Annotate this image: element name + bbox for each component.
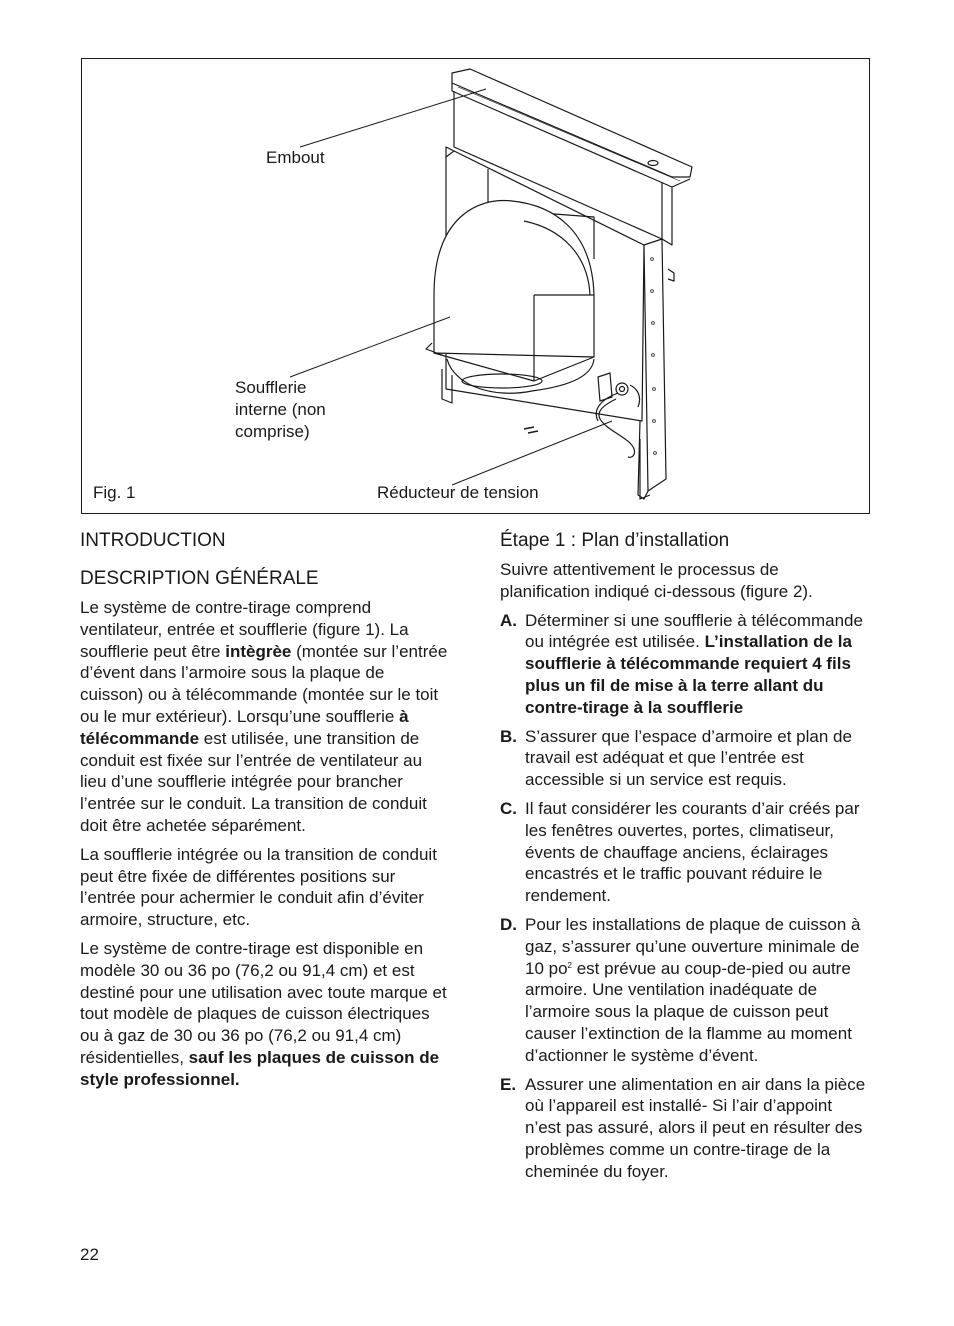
paragraph-step-intro: Suivre attentivement le processus de planification indiqué ci-dessous (figure 2). — [500, 560, 813, 601]
list-item-c — [500, 798, 872, 907]
superscript: 2 — [567, 960, 572, 970]
paragraph-transition: La soufflerie intégrée ou la transition de conduit peut être fixée de différentes positions sur l’entrée pour achermier le conduit afin d’éviter armoire, structure, etc. — [80, 844, 437, 930]
bold-integrated: intègrèe — [225, 641, 292, 661]
item-letter: B. — [500, 726, 517, 746]
item-text: Pour les installations de plaque de cuisson à gaz, s’assurer qu’une ouverture minimale de 10 po — [525, 914, 861, 978]
heading-introduction: INTRODUCTION — [80, 530, 226, 551]
item-letter: A. — [500, 610, 517, 630]
text-run: Le système de contre-tirage comprend ventilateur, entrée et soufflerie (figure 1). La soufflerie peut être — [80, 598, 409, 661]
item-text: Déterminer si une soufflerie à télécommande ou intégrée est utilisée. — [525, 610, 863, 652]
list-item-d — [500, 914, 872, 1067]
heading-step-1: Étape 1 : Plan d’installation — [500, 530, 730, 551]
heading-general-description: DESCRIPTION GÉNÉRALE — [80, 568, 319, 589]
item-text: est prévue au coup-de-pied ou autre armoire. Une ventilation inadéquate de l’armoire sous la plaque de cuisson peut causer l’extinction de la flamme au moment d’actionner le système d’évent. — [525, 958, 852, 1065]
list-item-b — [500, 726, 872, 791]
bold-exception: sauf les plaques de cuisson de style professionnel. — [80, 1047, 440, 1089]
bold-remote: à télécommande — [80, 706, 409, 748]
item-letter: E. — [500, 1074, 517, 1094]
label-blower-line3: comprise) — [235, 422, 310, 441]
text-run: Le système de contre-tirage est disponible en modèle 30 ou 36 po (76,2 ou 91,4 cm) et est destiné pour une utilisation avec toute marque et tout modèle de plaques de cuisson électriques ou à gaz de 30 ou 36 po (76,2 ou 91,4 cm) résidentielles, — [80, 938, 447, 1067]
page-number: 22 — [80, 1245, 99, 1264]
label-strain-relief: Réducteur de tension — [377, 483, 539, 502]
label-blower-line1: Soufflerie — [235, 378, 307, 397]
figure-1 — [81, 58, 870, 514]
list-item-a — [500, 610, 872, 719]
paragraph-availability — [80, 938, 452, 1091]
text-run: est utilisée, une transition de conduit est fixée sur l’entrée de ventilateur au lieu d’une soufflerie intégrée pour brancher l’entrée sur le conduit. La transition de conduit doit être achetée séparément. — [80, 728, 427, 835]
item-letter: D. — [500, 914, 517, 934]
label-blower-line2: interne (non — [235, 400, 326, 419]
text-run: (montée sur l’entrée d’évent dans l’armoire sous la plaque de cuisson) ou à télécommande (montée sur le toit ou le mur extérieur). Lorsqu’une soufflerie — [80, 641, 448, 726]
figure-caption: Fig. 1 — [93, 483, 136, 502]
label-tip: Embout — [266, 148, 325, 167]
item-letter: C. — [500, 798, 517, 818]
list-item-e — [500, 1074, 872, 1183]
item-text: S’assurer que l’espace d’armoire et plan de travail est adéquat et que l’entrée est accessible si un service est requis. — [525, 726, 852, 790]
downdraft-illustration — [82, 59, 869, 513]
right-column — [500, 528, 872, 1190]
item-text: Assurer une alimentation en air dans la pièce où l’appareil est installé- Si l’air d’appoint n’est pas assuré, alors il peut en résulter des problèmes comme un contre-tirage de la cheminée du foyer. — [525, 1074, 866, 1181]
item-text: Il faut considérer les courants d’air créés par les fenêtres ouvertes, portes, climatiseur, évents de chauffage anciens, éclairages encastrés et le traffic pouvant réduire le rendement. — [525, 798, 860, 906]
paragraph-system-components — [80, 597, 452, 837]
item-bold-text: L’installation de la soufflerie à télécommande requiert 4 fils plus un fil de mise à la terre allant du contre-tirage à la soufflerie — [525, 632, 852, 717]
left-column — [80, 528, 452, 1091]
